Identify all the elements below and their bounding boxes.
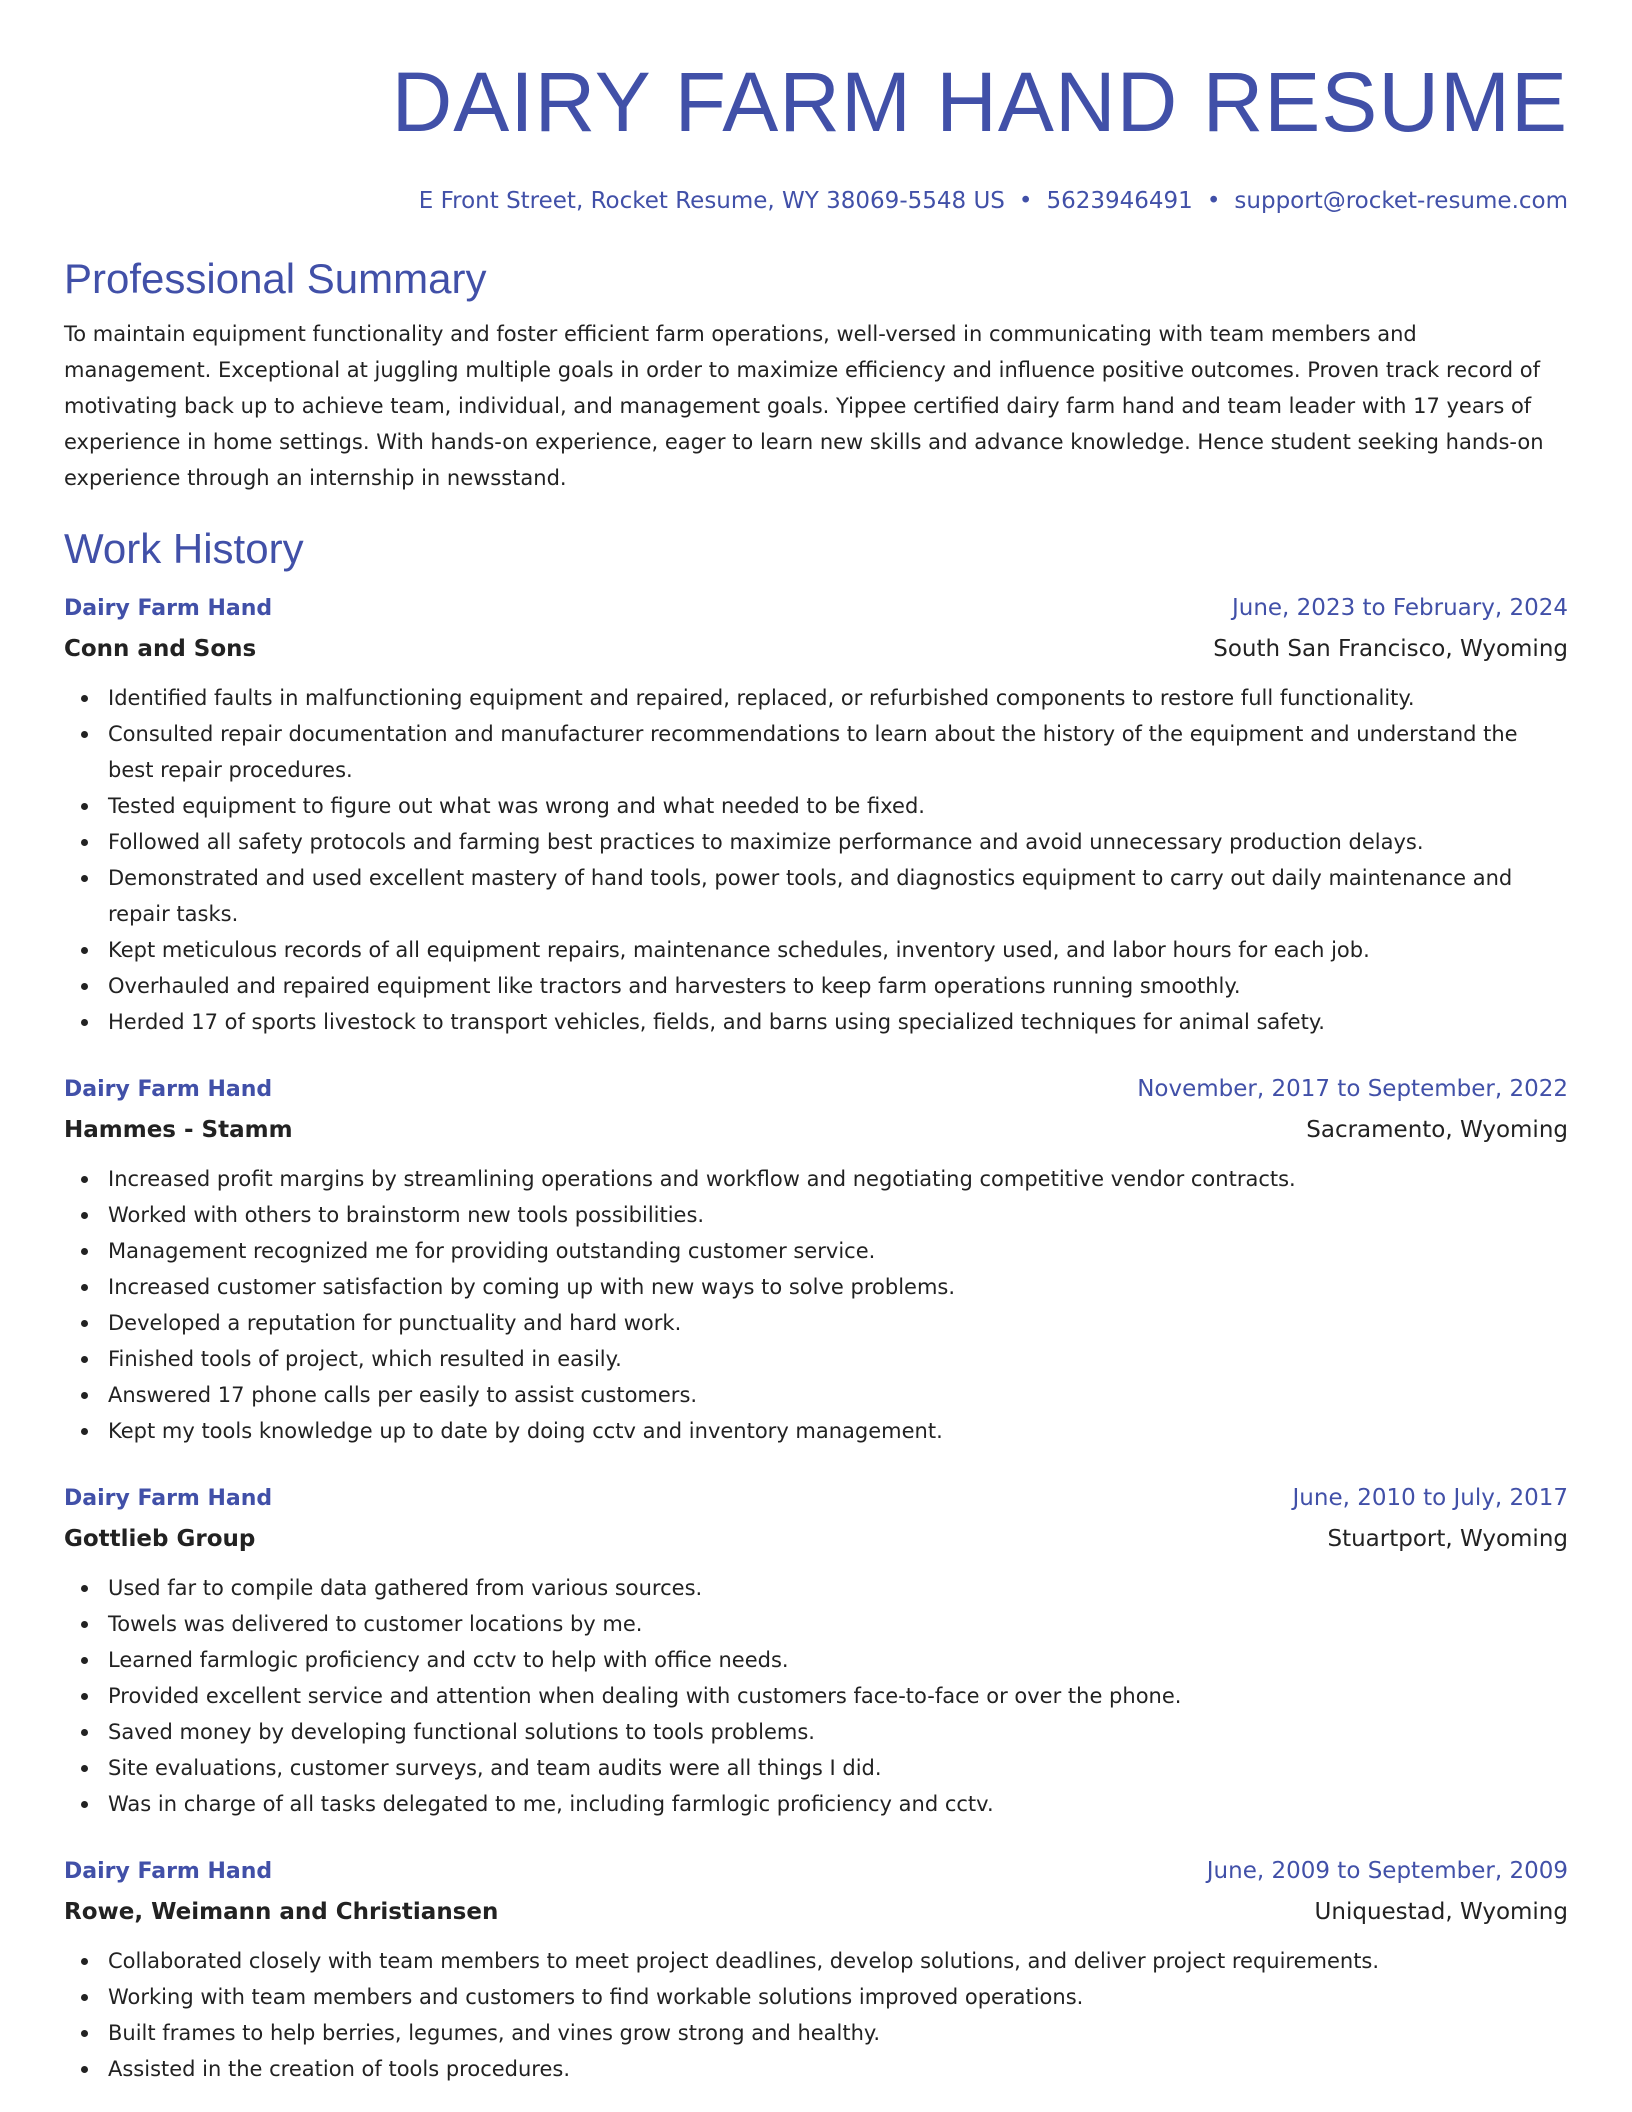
job-company: Gottlieb Group bbox=[64, 1526, 256, 1552]
job-company-row bbox=[64, 1519, 1568, 1559]
job-bullet: Saved money by developing functional solutions to tools problems. bbox=[108, 1714, 1568, 1750]
job-title: Dairy Farm Hand bbox=[64, 596, 273, 621]
job-header-row bbox=[64, 1478, 1568, 1519]
job-bullet: Herded 17 of sports livestock to transport vehicles, fields, and barns using specialized techniques for animal safety. bbox=[108, 1004, 1568, 1040]
job-bullet: Site evaluations, customer surveys, and team audits were all things I did. bbox=[108, 1750, 1568, 1786]
job-bullet: Demonstrated and used excellent mastery of hand tools, power tools, and diagnostics equipment to carry out daily maintenance and repair tasks. bbox=[108, 860, 1568, 932]
job-bullet: Tested equipment to figure out what was wrong and what needed to be fixed. bbox=[108, 788, 1568, 824]
job-bullet-list bbox=[64, 1943, 1568, 2087]
resume-title: DAIRY FARM HAND RESUME bbox=[391, 55, 1568, 149]
job-bullet: Learned farmlogic proficiency and cctv to help with office needs. bbox=[108, 1642, 1568, 1678]
job-dates: June, 2009 to September, 2009 bbox=[1206, 1858, 1568, 1884]
job-bullet-list bbox=[64, 1570, 1568, 1822]
job-bullet: Used far to compile data gathered from various sources. bbox=[108, 1570, 1568, 1606]
job-bullet: Working with team members and customers to find workable solutions improved operations. bbox=[108, 1979, 1568, 2015]
job-entry bbox=[64, 588, 1568, 1040]
job-bullet: Kept my tools knowledge up to date by doing cctv and inventory management. bbox=[108, 1413, 1568, 1449]
job-bullet: Was in charge of all tasks delegated to me, including farmlogic proficiency and cctv. bbox=[108, 1786, 1568, 1822]
contact-address: E Front Street, Rocket Resume, WY 38069-5548 US bbox=[418, 188, 1005, 214]
job-entry bbox=[64, 1478, 1568, 1822]
job-bullet: Increased profit margins by streamlining operations and workflow and negotiating competitive vendor contracts. bbox=[108, 1161, 1568, 1197]
job-bullet: Overhauled and repaired equipment like tractors and harvesters to keep farm operations running smoothly. bbox=[108, 968, 1568, 1004]
job-header-row bbox=[64, 588, 1568, 629]
job-header-row bbox=[64, 1851, 1568, 1892]
job-bullet: Followed all safety protocols and farming best practices to maximize performance and avoid unnecessary production delays. bbox=[108, 824, 1568, 860]
job-title: Dairy Farm Hand bbox=[64, 1486, 273, 1511]
job-bullet: Consulted repair documentation and manufacturer recommendations to learn about the history of the equipment and understand the best repair procedures. bbox=[108, 716, 1568, 788]
job-bullet: Built frames to help berries, legumes, and vines grow strong and healthy. bbox=[108, 2015, 1568, 2051]
job-bullet: Developed a reputation for punctuality and hard work. bbox=[108, 1305, 1568, 1341]
job-title: Dairy Farm Hand bbox=[64, 1859, 273, 1884]
job-bullet: Worked with others to brainstorm new tools possibilities. bbox=[108, 1197, 1568, 1233]
job-location: Stuartport, Wyoming bbox=[1327, 1526, 1568, 1552]
job-bullet: Collaborated closely with team members to meet project deadlines, develop solutions, and deliver project requirements. bbox=[108, 1943, 1568, 1979]
job-bullet: Provided excellent service and attention when dealing with customers face-to-face or over the phone. bbox=[108, 1678, 1568, 1714]
job-bullet-list bbox=[64, 680, 1568, 1040]
job-entry bbox=[64, 1851, 1568, 2087]
contact-separator: • bbox=[1206, 188, 1221, 214]
job-bullet: Increased customer satisfaction by coming up with new ways to solve problems. bbox=[108, 1269, 1568, 1305]
contact-email[interactable]: support@rocket-resume.com bbox=[1234, 188, 1568, 214]
job-company: Hammes - Stamm bbox=[64, 1117, 293, 1143]
job-company: Conn and Sons bbox=[64, 636, 257, 662]
job-bullet: Assisted in the creation of tools procedures. bbox=[108, 2051, 1568, 2087]
contact-line bbox=[64, 186, 1568, 216]
job-bullet: Answered 17 phone calls per easily to assist customers. bbox=[108, 1377, 1568, 1413]
job-location: South San Francisco, Wyoming bbox=[1213, 636, 1568, 662]
job-dates: June, 2023 to February, 2024 bbox=[1231, 595, 1568, 621]
job-company-row bbox=[64, 1110, 1568, 1150]
job-bullet: Finished tools of project, which resulted in easily. bbox=[108, 1341, 1568, 1377]
job-dates: November, 2017 to September, 2022 bbox=[1137, 1076, 1568, 1102]
summary-heading: Professional Summary bbox=[64, 255, 487, 302]
work-history-heading: Work History bbox=[64, 525, 304, 572]
job-bullet: Towels was delivered to customer locations by me. bbox=[108, 1606, 1568, 1642]
job-company: Rowe, Weimann and Christiansen bbox=[64, 1899, 499, 1925]
job-company-row bbox=[64, 629, 1568, 669]
job-header-row bbox=[64, 1069, 1568, 1110]
job-bullet-list bbox=[64, 1161, 1568, 1449]
contact-phone: 5623946491 bbox=[1046, 188, 1193, 214]
contact-separator: • bbox=[1018, 188, 1033, 214]
job-dates: June, 2010 to July, 2017 bbox=[1292, 1485, 1568, 1511]
job-bullet: Management recognized me for providing outstanding customer service. bbox=[108, 1233, 1568, 1269]
job-entry bbox=[64, 1069, 1568, 1449]
job-bullet: Identified faults in malfunctioning equipment and repaired, replaced, or refurbished components to restore full functionality. bbox=[108, 680, 1568, 716]
job-location: Sacramento, Wyoming bbox=[1306, 1117, 1568, 1143]
job-title: Dairy Farm Hand bbox=[64, 1077, 273, 1102]
job-company-row bbox=[64, 1892, 1568, 1932]
job-location: Uniquestad, Wyoming bbox=[1314, 1899, 1568, 1925]
summary-text: To maintain equipment functionality and foster efficient farm operations, well-versed in communicating with team members and management. Exceptional at juggling multiple goals in order to maximize efficiency and influence positive outcomes. Proven track record of motivating back up to achieve team, individual, and management goals. Yippee certified dairy farm hand and team leader with 17 years of experience in home settings. With hands-on experience, eager to learn new skills and advance knowledge. Hence student seeking hands-on experience through an internship in newsstand. bbox=[64, 322, 1544, 490]
job-bullet: Kept meticulous records of all equipment repairs, maintenance schedules, inventory used, and labor hours for each job. bbox=[108, 932, 1568, 968]
